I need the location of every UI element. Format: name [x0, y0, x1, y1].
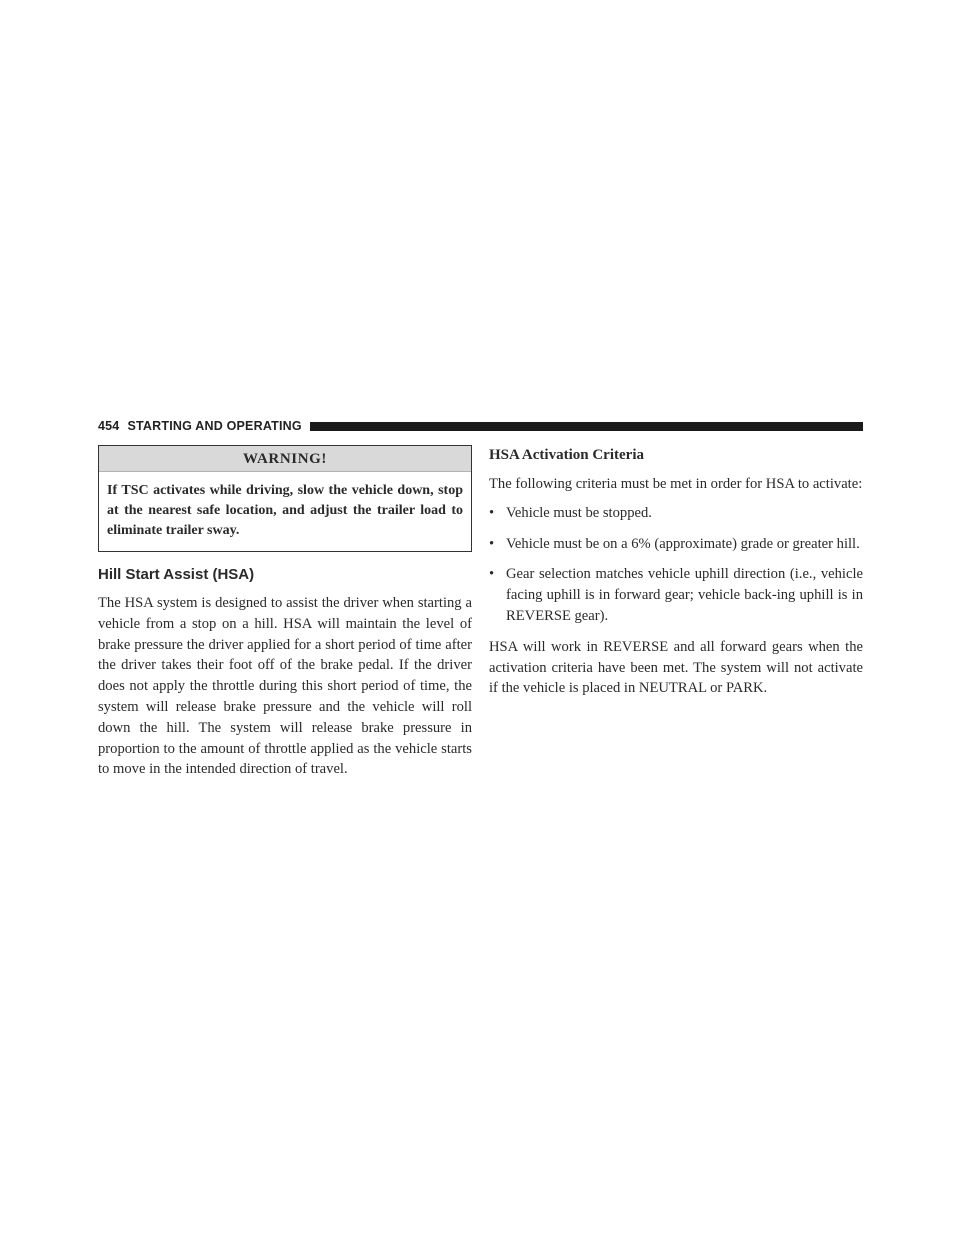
list-item — [489, 564, 863, 626]
warning-title: WARNING! — [99, 446, 471, 472]
header-rule — [310, 422, 863, 431]
list-item — [489, 534, 863, 555]
criteria-intro: The following criteria must be met in order for HSA to activate: — [489, 476, 863, 492]
hsa-paragraph: The HSA system is designed to assist the driver when starting a vehicle from a stop on a hill. HSA will maintain the level of brake pressure the driver applied for a short period of time after the driver takes their foot off of the brake pedal. If the driver does not apply the throttle during this short period of time, the system will release brake pressure and the vehicle will roll down the hill. The system will release brake pressure in proportion to the amount of throttle applied as the vehicle starts to move in the intended direction of travel. — [98, 595, 472, 778]
criteria-heading: HSA Activation Criteria — [489, 447, 644, 463]
page-number: 454 — [98, 419, 120, 433]
criteria-list — [489, 503, 863, 627]
bullet-icon: • — [489, 566, 495, 583]
list-item — [489, 503, 863, 524]
running-header — [98, 418, 863, 434]
warning-box — [98, 445, 472, 552]
list-item-text: Vehicle must be stopped. — [506, 504, 652, 521]
left-column — [98, 445, 472, 780]
warning-text: If TSC activates while driving, slow the vehicle down, stop at the nearest safe location, and adjust the trailer load to eliminate trailer sway. — [107, 483, 463, 538]
hsa-heading: Hill Start Assist (HSA) — [98, 566, 255, 583]
bullet-icon: • — [489, 535, 495, 552]
list-item-text: Gear selection matches vehicle uphill direction (i.e., vehicle facing uphill is in forward gear; vehicle back-ing uphill is in REVERSE gear). — [506, 566, 863, 624]
section-title: STARTING AND OPERATING — [127, 419, 302, 433]
bullet-icon: • — [489, 504, 495, 521]
criteria-closing: HSA will work in REVERSE and all forward gears when the activation criteria have been met. The system will not activate if the vehicle is placed in NEUTRAL or PARK. — [489, 638, 863, 697]
right-column — [489, 445, 863, 699]
list-item-text: Vehicle must be on a 6% (approximate) grade or greater hill. — [506, 535, 860, 552]
